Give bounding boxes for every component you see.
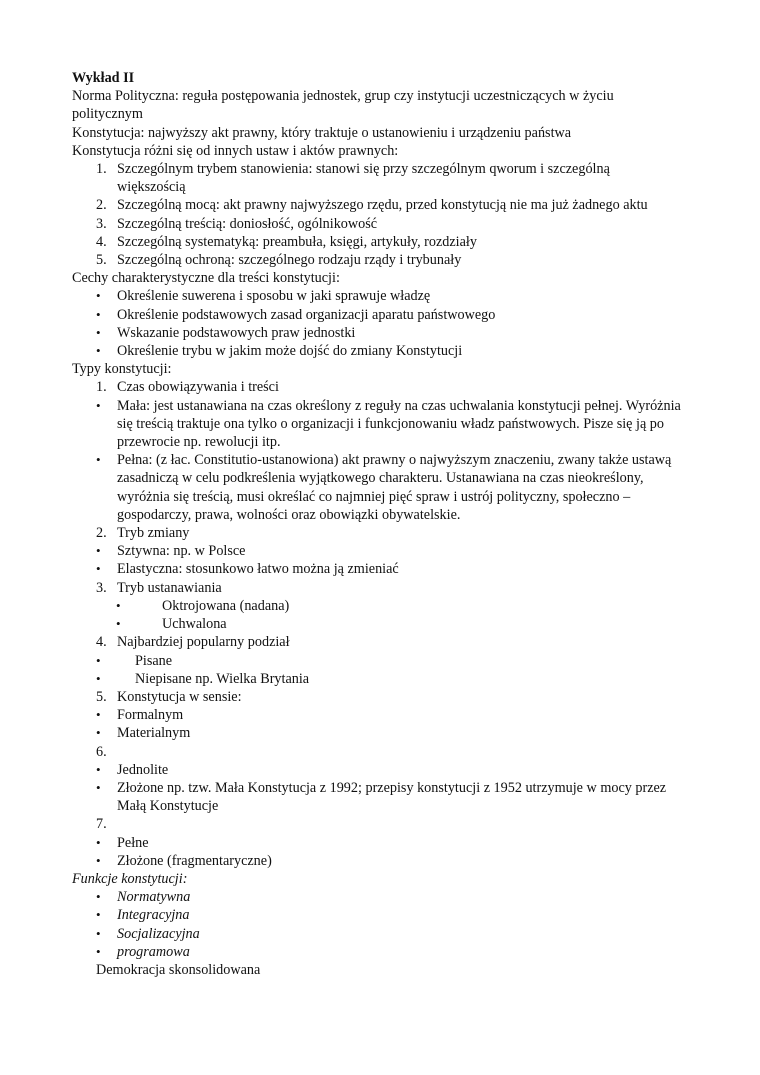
item-number: 7. [96,816,107,833]
bullet: • [96,670,101,686]
list-item [72,925,692,943]
bullet: • [96,306,101,322]
item-text: Szczególną systematyką: preambuła, księgi, artykuły, rozdziały [117,233,477,250]
item-text: Pełne [117,834,149,851]
lecture-title: Wykład II [72,70,135,86]
list-item [72,888,692,906]
closing-text: Demokracja skonsolidowana [96,961,261,978]
item-text: Czas obowiązywania i treści [117,379,279,396]
item-text: Szczególną ochroną: szczególnego rodzaju rządy i trybunały [117,252,462,269]
item-text: programowa [117,943,190,960]
item-text: Tryb zmiany [117,525,190,542]
list-item [72,251,692,269]
bullet: • [116,616,121,632]
item-text: Określenie trybu w jakim może dojść do zmiany Konstytucji [117,343,463,360]
item-text: Integracyjna [117,907,190,924]
list-item [72,615,692,633]
bullet: • [96,452,101,468]
item-number: 1. [96,379,107,396]
item-text: Normatywna [117,889,191,906]
list-item [72,542,692,560]
bullet: • [96,943,101,959]
list-item [72,724,692,742]
item-text: Uchwalona [162,616,227,633]
list-item [72,652,692,670]
definition-constitution: Konstytucja: najwyższy akt prawny, który traktuje o ustanowieniu i urządzeniu państwa [72,124,572,141]
item-text: Wskazanie podstawowych praw jednostki [117,324,356,341]
item-number: 4. [96,233,107,250]
item-text: Szczególną mocą: akt prawny najwyższego rzędu, przed konstytucją nie ma już żadnego aktu [117,197,648,214]
list-item [72,943,692,961]
definition-political-norm: Norma Polityczna: reguła postępowania jednostek, grup czy instytucji uczestniczących w życiu politycznym [72,88,614,123]
list-item [72,779,692,815]
item-text: Złożone (fragmentaryczne) [117,852,272,869]
item-number: 2. [96,525,107,542]
list-item [72,324,692,342]
bullet: • [96,889,101,905]
list-item [72,597,692,615]
features-heading: Cechy charakterystyczne dla treści konstytucji: [72,270,340,287]
bullet: • [116,597,121,613]
bullet: • [96,779,101,795]
bullet: • [96,543,101,559]
document-page [72,69,692,979]
bullet: • [96,834,101,850]
item-number: 5. [96,688,107,705]
item-text: Jednolite [117,761,169,778]
bullet: • [96,925,101,941]
item-text: Pełna: (z łac. Constitutio-ustanowiona) akt prawny o najwyższym znaczeniu, zwany także ustawą zasadniczą w celu podkreślenia wyjątkowego charakteru. Ustanawiana na czas nieokreślony, wyróżnia się treścią, musi określać co najmniej pięć spraw i ustrój polityczny, społeczno – gospodarczy, prawa, wolności oraz obowiązki obywatelskie. [117,452,672,523]
item-text: Tryb ustanawiania [117,579,222,596]
bullet: • [96,343,101,359]
list-item [72,160,692,196]
list-item [72,688,692,706]
bullet: • [96,561,101,577]
item-text: Oktrojowana (nadana) [162,597,290,614]
item-number: 5. [96,252,107,269]
item-number: 4. [96,634,107,651]
list-item [72,579,692,597]
list-item [72,761,692,779]
functions-heading: Funkcje konstytucji: [72,870,188,887]
item-number: 6. [96,743,107,760]
list-item [72,743,692,761]
list-item [72,706,692,724]
item-number: 3. [96,215,107,232]
list-item [72,397,692,452]
list-item [72,560,692,578]
list-item [72,524,692,542]
bullet: • [96,397,101,413]
item-number: 1. [96,161,107,178]
list-item [72,287,692,305]
item-text: Sztywna: np. w Polsce [117,543,246,560]
item-text: Socjalizacyjna [117,925,200,942]
bullet: • [96,652,101,668]
bullet: • [96,707,101,723]
item-text: Szczególnym trybem stanowienia: stanowi się przy szczególnym qworum i szczególną większością [117,161,610,196]
bullet: • [96,324,101,340]
list-item [72,852,692,870]
item-text: Szczególną treścią: doniosłość, ogólnikowość [117,215,378,232]
item-text: Formalnym [117,707,184,724]
item-text: Określenie podstawowych zasad organizacji aparatu państwowego [117,306,496,323]
list-item [72,834,692,852]
list-item [72,633,692,651]
item-text: Materialnym [117,725,191,742]
list-item [72,306,692,324]
types-heading: Typy konstytucji: [72,361,172,378]
bullet: • [96,761,101,777]
item-text: Konstytucja w sensie: [117,688,242,705]
list-item [72,233,692,251]
list-item [72,670,692,688]
list-item [72,906,692,924]
item-text: Określenie suwerena i sposobu w jaki sprawuje władzę [117,288,431,305]
item-text: Najbardziej popularny podział [117,634,290,651]
item-number: 3. [96,579,107,596]
list-item [72,215,692,233]
list-item [72,815,692,833]
bullet: • [96,852,101,868]
list-item [72,196,692,214]
bullet: • [96,288,101,304]
closing-line [72,961,692,979]
list-item [72,451,692,524]
list-item [72,342,692,360]
bullet: • [96,725,101,741]
item-text: Pisane [135,652,173,669]
item-text: Mała: jest ustanawiana na czas określony z reguły na czas uchwalania konstytucji pełnej. Wyróżnia się treścią traktuje ona tylko o organizacji i funkcjonowaniu władz państwowych. Pisze się ją po przewrocie np. rewolucji itp. [117,397,681,451]
item-text: Elastyczna: stosunkowo łatwo można ją zmieniać [117,561,399,578]
differences-heading: Konstytucja różni się od innych ustaw i aktów prawnych: [72,142,399,159]
list-item [72,378,692,396]
item-number: 2. [96,197,107,214]
item-text: Niepisane np. Wielka Brytania [135,670,310,687]
item-text: Złożone np. tzw. Mała Konstytucja z 1992; przepisy konstytucji z 1952 utrzymuje w mocy przez Małą Konstytucje [117,779,667,815]
bullet: • [96,907,101,923]
